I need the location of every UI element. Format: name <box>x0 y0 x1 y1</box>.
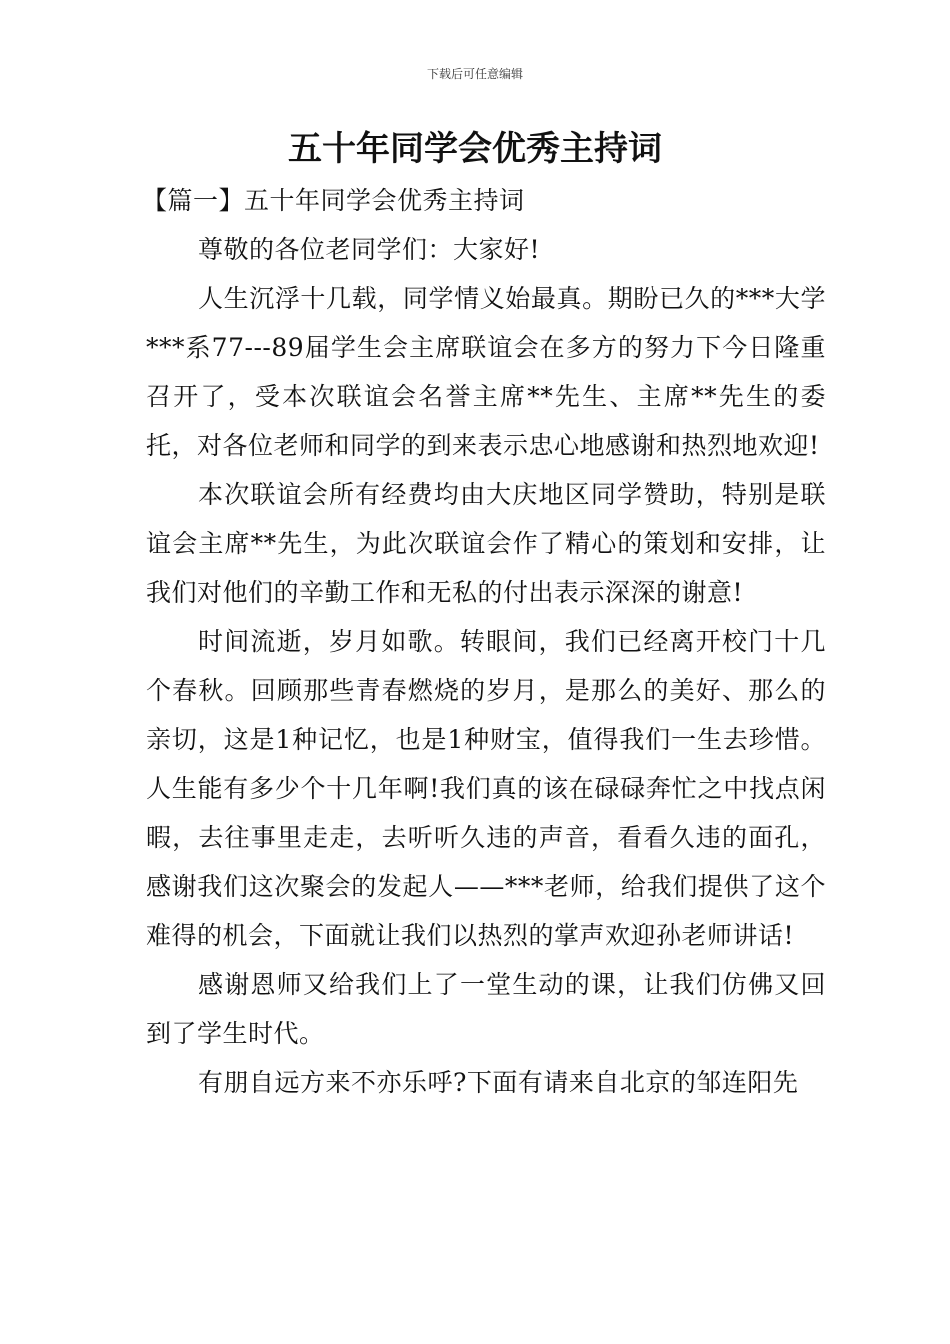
paragraph-next-speaker: 有朋自远方来不亦乐呼?下面有请来自北京的邹连阳先 <box>198 1068 799 1097</box>
section-heading: 【篇一】五十年同学会优秀主持词 <box>142 186 525 215</box>
document-body <box>142 176 826 1107</box>
paragraph-greeting: 尊敬的各位老同学们：大家好! <box>198 235 541 264</box>
paragraph-thanks-teacher: 感谢恩师又给我们上了一堂生动的课，让我们仿佛又回到了学生时代。 <box>146 970 826 1048</box>
paragraph-welcome: 人生沉浮十几载，同学情义始最真。期盼已久的***大学***系77---89届学生会主席联谊会在多方的努力下今日隆重召开了，受本次联谊会名誉主席**先生、主席**先生的委托，对各位老师和同学的到来表示忠心地感谢和热烈地欢迎! <box>146 284 826 460</box>
paragraph-sponsors: 本次联谊会所有经费均由大庆地区同学赞助，特别是联谊会主席**先生，为此次联谊会作了精心的策划和安排，让我们对他们的辛勤工作和无私的付出表示深深的谢意! <box>146 480 826 607</box>
paragraph-memories: 时间流逝，岁月如歌。转眼间，我们已经离开校门十几个春秋。回顾那些青春燃烧的岁月，是那么的美好、那么的亲切，这是1种记忆，也是1种财宝，值得我们一生去珍惜。人生能有多少个十几年啊!我们真的该在碌碌奔忙之中找点闲暇，去往事里走走，去听听久违的声音，看看久违的面孔，感谢我们这次聚会的发起人——***老师，给我们提供了这个难得的机会，下面就让我们以热烈的掌声欢迎孙老师讲话! <box>146 627 826 950</box>
document-title: 五十年同学会优秀主持词 <box>288 129 662 169</box>
header-note: 下载后可任意编辑 <box>426 67 523 81</box>
